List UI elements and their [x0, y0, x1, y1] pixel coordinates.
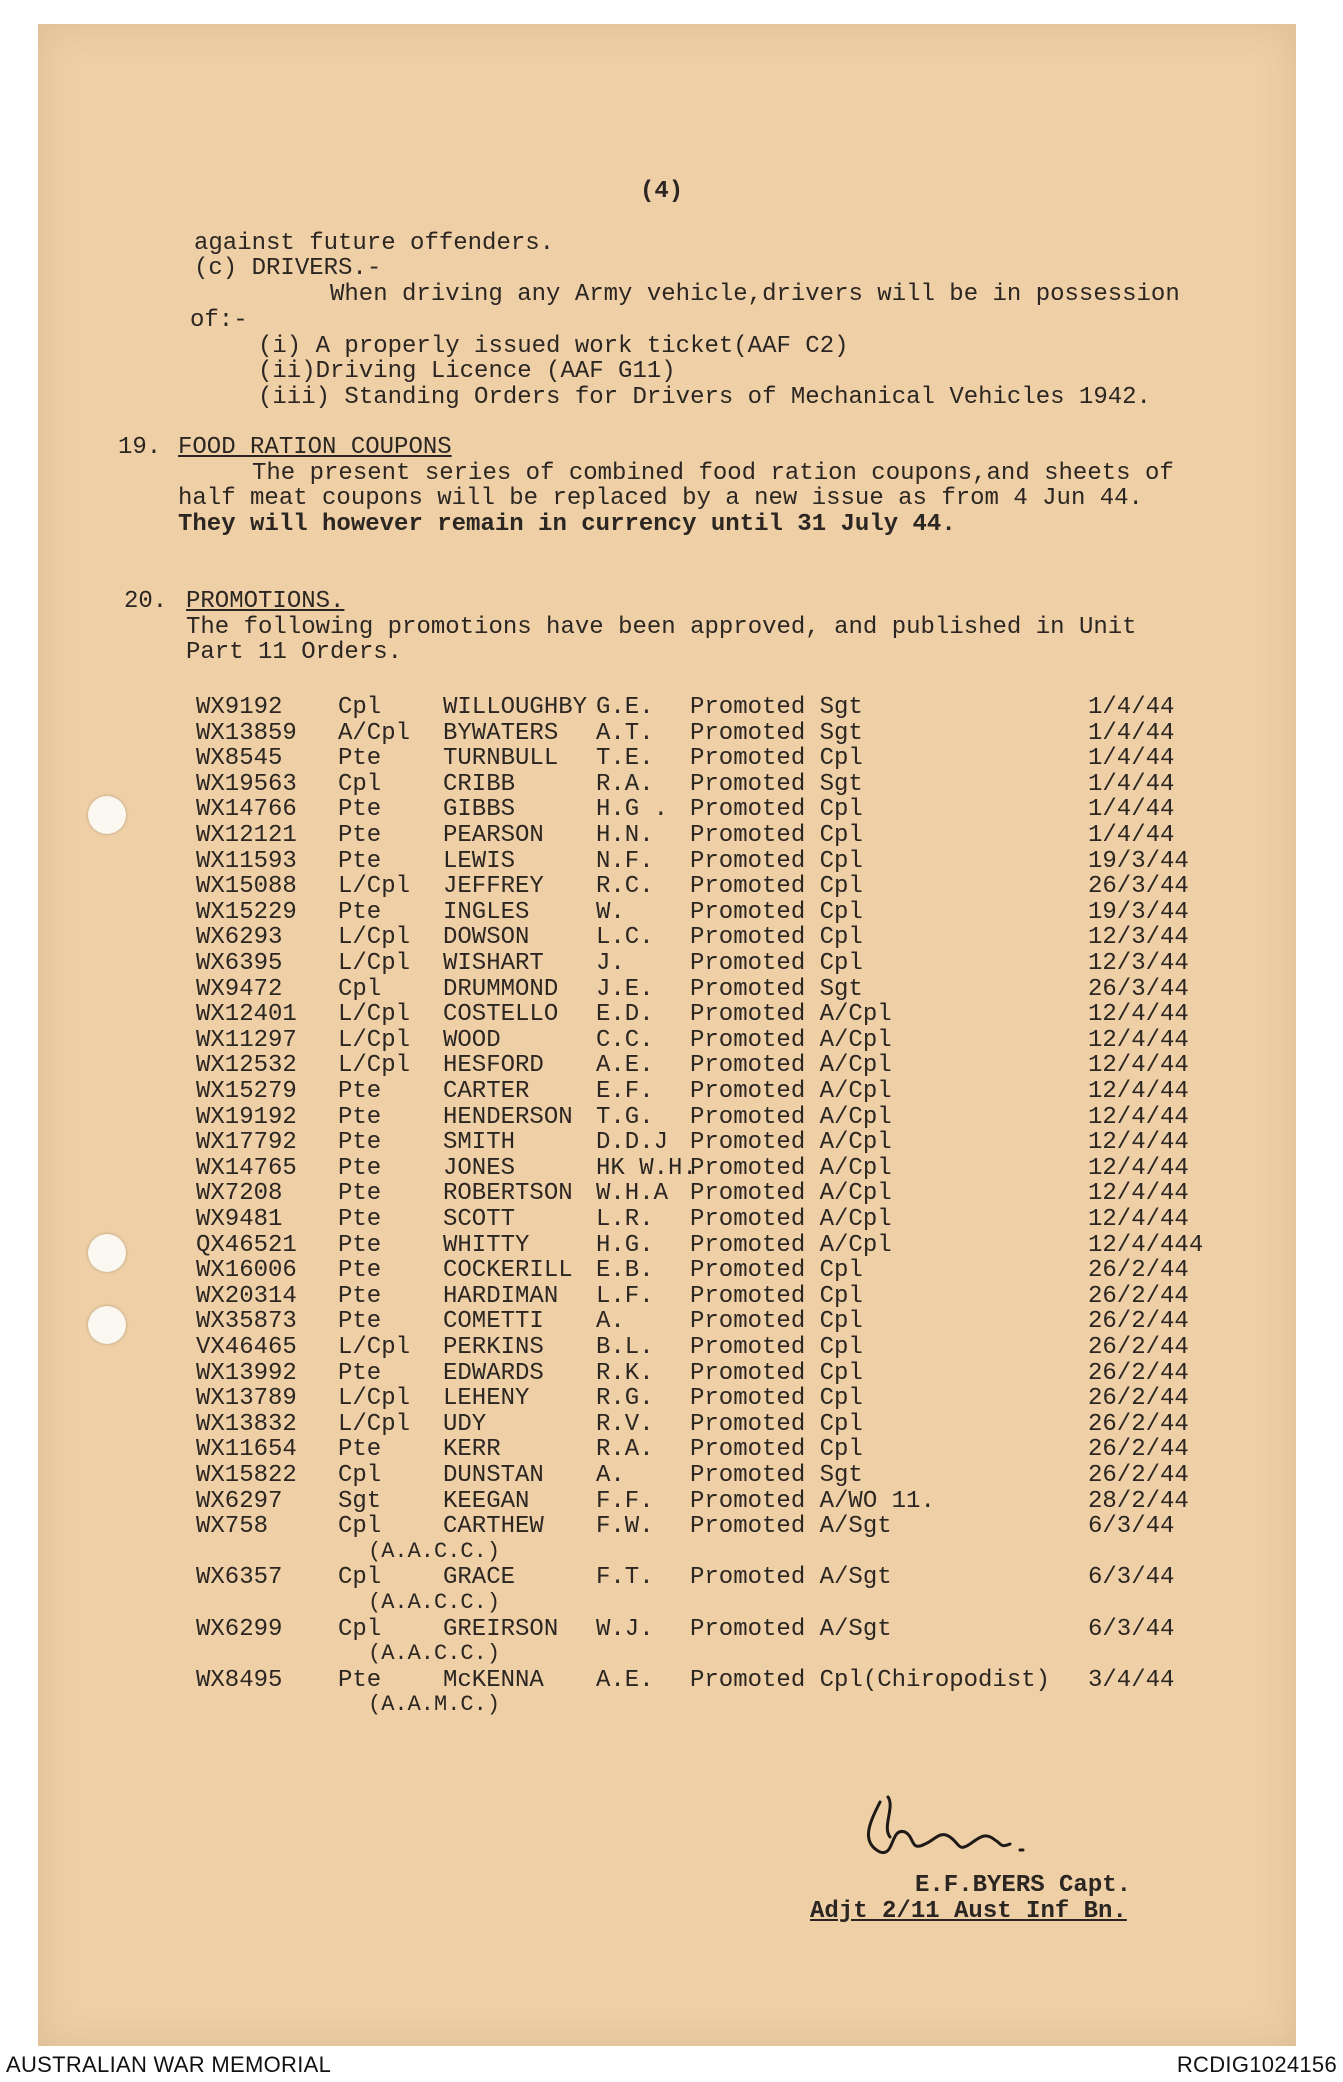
initials-cell: N.F.: [596, 848, 654, 875]
page-number: (4): [640, 178, 684, 205]
date-cell: 12/4/44: [1088, 1001, 1189, 1028]
surname-cell: EDWARDS: [443, 1360, 544, 1387]
surname-cell: GREIRSON: [443, 1616, 559, 1643]
date-cell: 12/4/44: [1088, 1206, 1189, 1233]
promotion-cell: Promoted A/Cpl: [690, 1206, 892, 1233]
surname-cell: DUNSTAN: [443, 1462, 544, 1489]
date-cell: 1/4/44: [1088, 822, 1175, 849]
surname-cell: LEHENY: [443, 1385, 530, 1412]
initials-cell: A.E.: [596, 1052, 654, 1079]
promotion-cell: Promoted Cpl: [690, 873, 863, 900]
promotion-cell: Promoted Cpl(Chiropodist): [690, 1667, 1051, 1694]
service-number-cell: WX9481: [196, 1206, 283, 1233]
surname-cell: GIBBS: [443, 796, 516, 823]
surname-cell: McKENNA: [443, 1667, 544, 1694]
service-number-cell: WX12401: [196, 1001, 297, 1028]
promotion-cell: Promoted Cpl: [690, 848, 863, 875]
initials-cell: F.F.: [596, 1488, 654, 1515]
surname-cell: SMITH: [443, 1129, 516, 1156]
promotions-table: [38, 0, 1296, 2000]
promotion-cell: Promoted Cpl: [690, 1334, 863, 1361]
date-cell: 1/4/44: [1088, 720, 1175, 747]
initials-cell: J.E.: [596, 976, 654, 1003]
rank-cell: Pte: [338, 1206, 382, 1233]
rank-cell: Pte: [338, 796, 382, 823]
corps-label: (A.A.C.C.): [368, 1641, 501, 1666]
surname-cell: DRUMMOND: [443, 976, 559, 1003]
table-row: [38, 1360, 1296, 1386]
surname-cell: WHITTY: [443, 1232, 530, 1259]
table-row: [38, 720, 1296, 746]
service-number-cell: WX12121: [196, 822, 297, 849]
promotion-cell: Promoted Cpl: [690, 1385, 863, 1412]
drivers-heading: (c) DRIVERS.-: [194, 255, 382, 282]
table-row: [38, 1616, 1296, 1642]
surname-cell: CARTHEW: [443, 1513, 544, 1540]
service-number-cell: WX6293: [196, 924, 283, 951]
table-row: [38, 1129, 1296, 1155]
initials-cell: T.E.: [596, 745, 654, 772]
rank-cell: L/Cpl: [338, 1001, 411, 1028]
table-row: [38, 950, 1296, 976]
surname-cell: BYWATERS: [443, 720, 559, 747]
service-number-cell: WX7208: [196, 1180, 283, 1207]
rank-cell: Pte: [338, 848, 382, 875]
rank-cell: Cpl: [338, 771, 382, 798]
surname-cell: CRIBB: [443, 771, 516, 798]
rank-cell: Cpl: [338, 1564, 382, 1591]
service-number-cell: WX11297: [196, 1027, 297, 1054]
rank-cell: Pte: [338, 1180, 382, 1207]
date-cell: 26/2/44: [1088, 1411, 1189, 1438]
table-row: [38, 1001, 1296, 1027]
table-row: [38, 1411, 1296, 1437]
rank-cell: A/Cpl: [338, 720, 411, 747]
rank-cell: L/Cpl: [338, 950, 411, 977]
promotion-cell: Promoted Sgt: [690, 720, 863, 747]
service-number-cell: WX11654: [196, 1436, 297, 1463]
table-row: [38, 1206, 1296, 1232]
initials-cell: H.G .: [596, 796, 669, 823]
date-cell: 3/4/44: [1088, 1667, 1175, 1694]
date-cell: 26/2/44: [1088, 1257, 1189, 1284]
date-cell: 26/2/44: [1088, 1385, 1189, 1412]
date-cell: 19/3/44: [1088, 848, 1189, 875]
surname-cell: CARTER: [443, 1078, 530, 1105]
table-row: [38, 1232, 1296, 1258]
promotion-cell: Promoted A/Cpl: [690, 1001, 892, 1028]
date-cell: 1/4/44: [1088, 694, 1175, 721]
surname-cell: TURNBULL: [443, 745, 559, 772]
table-row: [38, 873, 1296, 899]
surname-cell: HESFORD: [443, 1052, 544, 1079]
footer-institution: AUSTRALIAN WAR MEMORIAL: [6, 2052, 332, 2077]
service-number-cell: WX13789: [196, 1385, 297, 1412]
service-number-cell: WX14765: [196, 1155, 297, 1182]
promotion-cell: Promoted Sgt: [690, 694, 863, 721]
initials-cell: F.W.: [596, 1513, 654, 1540]
section-text: They will however remain in currency until 31 July 44.: [178, 511, 956, 538]
rank-cell: Cpl: [338, 1616, 382, 1643]
initials-cell: G.E.: [596, 694, 654, 721]
promotion-cell: Promoted A/Cpl: [690, 1052, 892, 1079]
date-cell: 6/3/44: [1088, 1564, 1175, 1591]
service-number-cell: WX9472: [196, 976, 283, 1003]
initials-cell: L.R.: [596, 1206, 654, 1233]
promotion-cell: Promoted A/Cpl: [690, 1104, 892, 1131]
date-cell: 12/4/44: [1088, 1027, 1189, 1054]
date-cell: 1/4/44: [1088, 771, 1175, 798]
promotion-cell: Promoted Cpl: [690, 924, 863, 951]
promotion-cell: Promoted Sgt: [690, 976, 863, 1003]
rank-cell: Pte: [338, 1667, 382, 1694]
promotion-cell: Promoted A/Cpl: [690, 1078, 892, 1105]
date-cell: 12/4/44: [1088, 1078, 1189, 1105]
date-cell: 12/4/444: [1088, 1232, 1204, 1259]
surname-cell: SCOTT: [443, 1206, 516, 1233]
section-heading: PROMOTIONS.: [186, 588, 345, 615]
date-cell: 28/2/44: [1088, 1488, 1189, 1515]
surname-cell: GRACE: [443, 1564, 516, 1591]
promotion-cell: Promoted A/Cpl: [690, 1180, 892, 1207]
surname-cell: WOOD: [443, 1027, 501, 1054]
date-cell: 6/3/44: [1088, 1616, 1175, 1643]
surname-cell: HENDERSON: [443, 1104, 573, 1131]
table-row: [38, 1283, 1296, 1309]
table-row: [38, 1513, 1296, 1539]
table-row: [38, 1052, 1296, 1078]
promotion-cell: Promoted Cpl: [690, 1360, 863, 1387]
drivers-line: of:-: [190, 307, 248, 334]
service-number-cell: WX12532: [196, 1052, 297, 1079]
signature-title: Adjt 2/11 Aust Inf Bn.: [810, 1898, 1127, 1925]
initials-cell: W.: [596, 899, 625, 926]
date-cell: 12/4/44: [1088, 1155, 1189, 1182]
surname-cell: COMETTI: [443, 1308, 544, 1335]
promotion-cell: Promoted A/Cpl: [690, 1129, 892, 1156]
table-row: [38, 1104, 1296, 1130]
section-text: The present series of combined food ration coupons,and sheets of: [252, 460, 1174, 487]
table-row: [38, 1027, 1296, 1053]
date-cell: 26/2/44: [1088, 1436, 1189, 1463]
surname-cell: WISHART: [443, 950, 544, 977]
rank-cell: Pte: [338, 1283, 382, 1310]
table-row: [38, 694, 1296, 720]
service-number-cell: WX6299: [196, 1616, 283, 1643]
rank-cell: Cpl: [338, 976, 382, 1003]
date-cell: 12/4/44: [1088, 1180, 1189, 1207]
promotion-cell: Promoted A/Cpl: [690, 1027, 892, 1054]
initials-cell: D.D.J: [596, 1129, 669, 1156]
rank-cell: L/Cpl: [338, 924, 411, 951]
rank-cell: Pte: [338, 1104, 382, 1131]
service-number-cell: QX46521: [196, 1232, 297, 1259]
initials-cell: R.A.: [596, 771, 654, 798]
service-number-cell: WX15822: [196, 1462, 297, 1489]
table-row: [38, 848, 1296, 874]
table-row: [38, 1257, 1296, 1283]
service-number-cell: WX9192: [196, 694, 283, 721]
initials-cell: R.K.: [596, 1360, 654, 1387]
date-cell: 26/3/44: [1088, 873, 1189, 900]
initials-cell: R.G.: [596, 1385, 654, 1412]
surname-cell: INGLES: [443, 899, 530, 926]
surname-cell: DOWSON: [443, 924, 530, 951]
promotion-cell: Promoted Sgt: [690, 1462, 863, 1489]
initials-cell: W.J.: [596, 1616, 654, 1643]
date-cell: 1/4/44: [1088, 796, 1175, 823]
service-number-cell: WX13992: [196, 1360, 297, 1387]
rank-cell: Pte: [338, 1155, 382, 1182]
service-number-cell: WX17792: [196, 1129, 297, 1156]
table-row: [38, 1308, 1296, 1334]
service-number-cell: WX6297: [196, 1488, 283, 1515]
initials-cell: HK W.H.: [596, 1155, 697, 1182]
surname-cell: COCKERILL: [443, 1257, 573, 1284]
initials-cell: E.F.: [596, 1078, 654, 1105]
promotion-cell: Promoted Cpl: [690, 950, 863, 977]
service-number-cell: WX14766: [196, 796, 297, 823]
rank-cell: Cpl: [338, 1462, 382, 1489]
section-text: half meat coupons will be replaced by a new issue as from 4 Jun 44.: [178, 485, 1143, 512]
section-text: The following promotions have been approved, and published in Unit: [186, 614, 1137, 641]
table-row: [38, 976, 1296, 1002]
promotion-cell: Promoted Cpl: [690, 745, 863, 772]
initials-cell: A.E.: [596, 1667, 654, 1694]
table-row: [38, 1155, 1296, 1181]
table-row: [38, 899, 1296, 925]
date-cell: 26/2/44: [1088, 1283, 1189, 1310]
rank-cell: Pte: [338, 899, 382, 926]
rank-cell: Pte: [338, 1232, 382, 1259]
date-cell: 26/2/44: [1088, 1360, 1189, 1387]
promotion-cell: Promoted Cpl: [690, 1436, 863, 1463]
rank-cell: L/Cpl: [338, 1052, 411, 1079]
initials-cell: A.: [596, 1308, 625, 1335]
date-cell: 12/4/44: [1088, 1129, 1189, 1156]
surname-cell: ROBERTSON: [443, 1180, 573, 1207]
promotion-cell: Promoted Cpl: [690, 1308, 863, 1335]
drivers-item: (iii) Standing Orders for Drivers of Mechanical Vehicles 1942.: [258, 384, 1151, 411]
date-cell: 26/2/44: [1088, 1334, 1189, 1361]
rank-cell: L/Cpl: [338, 1385, 411, 1412]
initials-cell: H.G.: [596, 1232, 654, 1259]
service-number-cell: WX11593: [196, 848, 297, 875]
promotion-cell: Promoted A/Cpl: [690, 1155, 892, 1182]
service-number-cell: WX19192: [196, 1104, 297, 1131]
initials-cell: F.T.: [596, 1564, 654, 1591]
promotion-cell: Promoted Cpl: [690, 899, 863, 926]
initials-cell: B.L.: [596, 1334, 654, 1361]
section-heading: FOOD RATION COUPONS: [178, 434, 452, 461]
promotion-cell: Promoted Cpl: [690, 1257, 863, 1284]
service-number-cell: WX6395: [196, 950, 283, 977]
section-number: 19.: [118, 434, 162, 461]
date-cell: 1/4/44: [1088, 745, 1175, 772]
corps-label: (A.A.C.C.): [368, 1590, 501, 1615]
rank-cell: Sgt: [338, 1488, 382, 1515]
initials-cell: R.C.: [596, 873, 654, 900]
rank-cell: L/Cpl: [338, 1027, 411, 1054]
rank-cell: Pte: [338, 1078, 382, 1105]
promotion-cell: Promoted Cpl: [690, 1283, 863, 1310]
promotion-cell: Promoted Cpl: [690, 822, 863, 849]
service-number-cell: WX758: [196, 1513, 269, 1540]
date-cell: 6/3/44: [1088, 1513, 1175, 1540]
table-row: [38, 796, 1296, 822]
rank-cell: Pte: [338, 1129, 382, 1156]
promotion-cell: Promoted A/Sgt: [690, 1513, 892, 1540]
rank-cell: Pte: [338, 745, 382, 772]
section-number: 20.: [124, 588, 168, 615]
table-row: [38, 1078, 1296, 1104]
service-number-cell: WX6357: [196, 1564, 283, 1591]
rank-cell: L/Cpl: [338, 873, 411, 900]
date-cell: 26/2/44: [1088, 1308, 1189, 1335]
date-cell: 12/4/44: [1088, 1052, 1189, 1079]
rank-cell: Pte: [338, 1257, 382, 1284]
service-number-cell: WX15088: [196, 873, 297, 900]
initials-cell: E.B.: [596, 1257, 654, 1284]
promotion-cell: Promoted Cpl: [690, 796, 863, 823]
surname-cell: LEWIS: [443, 848, 516, 875]
promotion-cell: Promoted A/Sgt: [690, 1564, 892, 1591]
table-row: [38, 771, 1296, 797]
date-cell: 26/2/44: [1088, 1462, 1189, 1489]
initials-cell: A.T.: [596, 720, 654, 747]
service-number-cell: WX20314: [196, 1283, 297, 1310]
service-number-cell: WX15229: [196, 899, 297, 926]
initials-cell: R.A.: [596, 1436, 654, 1463]
initials-cell: C.C.: [596, 1027, 654, 1054]
surname-cell: JONES: [443, 1155, 516, 1182]
initials-cell: A.: [596, 1462, 625, 1489]
rank-cell: Pte: [338, 822, 382, 849]
surname-cell: COSTELLO: [443, 1001, 559, 1028]
date-cell: 12/3/44: [1088, 950, 1189, 977]
signature-name: E.F.BYERS Capt.: [915, 1872, 1132, 1899]
table-row: [38, 1667, 1296, 1693]
rank-cell: Cpl: [338, 1513, 382, 1540]
drivers-item: (ii)Driving Licence (AAF G11): [258, 358, 676, 385]
surname-cell: PEARSON: [443, 822, 544, 849]
table-row: [38, 924, 1296, 950]
initials-cell: R.V.: [596, 1411, 654, 1438]
table-row: [38, 1462, 1296, 1488]
date-cell: 12/3/44: [1088, 924, 1189, 951]
table-row: [38, 822, 1296, 848]
service-number-cell: WX15279: [196, 1078, 297, 1105]
rank-cell: L/Cpl: [338, 1411, 411, 1438]
date-cell: 19/3/44: [1088, 899, 1189, 926]
table-row: [38, 745, 1296, 771]
service-number-cell: WX8495: [196, 1667, 283, 1694]
drivers-item: (i) A properly issued work ticket(AAF C2): [258, 333, 849, 360]
table-row: [38, 1488, 1296, 1514]
table-row: [38, 1436, 1296, 1462]
promotion-cell: Promoted A/WO 11.: [690, 1488, 935, 1515]
footer-record-id: RCDIG1024156: [1176, 2052, 1337, 2077]
rank-cell: Pte: [338, 1360, 382, 1387]
service-number-cell: WX8545: [196, 745, 283, 772]
table-row: [38, 1385, 1296, 1411]
initials-cell: E.D.: [596, 1001, 654, 1028]
rank-cell: Pte: [338, 1308, 382, 1335]
service-number-cell: VX46465: [196, 1334, 297, 1361]
intro-line: against future offenders.: [194, 230, 555, 257]
rank-cell: Cpl: [338, 694, 382, 721]
drivers-line: When driving any Army vehicle,drivers will be in possession: [330, 281, 1180, 308]
initials-cell: W.H.A: [596, 1180, 669, 1207]
table-row: [38, 1564, 1296, 1590]
surname-cell: KEEGAN: [443, 1488, 530, 1515]
date-cell: 26/3/44: [1088, 976, 1189, 1003]
service-number-cell: WX35873: [196, 1308, 297, 1335]
initials-cell: J.: [596, 950, 625, 977]
corps-label: (A.A.M.C.): [368, 1692, 501, 1717]
rank-cell: Pte: [338, 1436, 382, 1463]
initials-cell: L.F.: [596, 1283, 654, 1310]
signature-scrawl: [850, 1782, 1070, 1872]
initials-cell: L.C.: [596, 924, 654, 951]
promotion-cell: Promoted Cpl: [690, 1411, 863, 1438]
service-number-cell: WX13859: [196, 720, 297, 747]
date-cell: 12/4/44: [1088, 1104, 1189, 1131]
rank-cell: L/Cpl: [338, 1334, 411, 1361]
surname-cell: WILLOUGHBY: [443, 694, 588, 721]
service-number-cell: WX13832: [196, 1411, 297, 1438]
initials-cell: T.G.: [596, 1104, 654, 1131]
initials-cell: H.N.: [596, 822, 654, 849]
surname-cell: JEFFREY: [443, 873, 544, 900]
surname-cell: HARDIMAN: [443, 1283, 559, 1310]
section-text: Part 11 Orders.: [186, 639, 403, 666]
promotion-cell: Promoted Sgt: [690, 771, 863, 798]
service-number-cell: WX19563: [196, 771, 297, 798]
surname-cell: UDY: [443, 1411, 487, 1438]
surname-cell: KERR: [443, 1436, 501, 1463]
promotion-cell: Promoted A/Cpl: [690, 1232, 892, 1259]
service-number-cell: WX16006: [196, 1257, 297, 1284]
surname-cell: PERKINS: [443, 1334, 544, 1361]
promotion-cell: Promoted A/Sgt: [690, 1616, 892, 1643]
corps-label: (A.A.C.C.): [368, 1539, 501, 1564]
table-row: [38, 1334, 1296, 1360]
table-row: [38, 1180, 1296, 1206]
